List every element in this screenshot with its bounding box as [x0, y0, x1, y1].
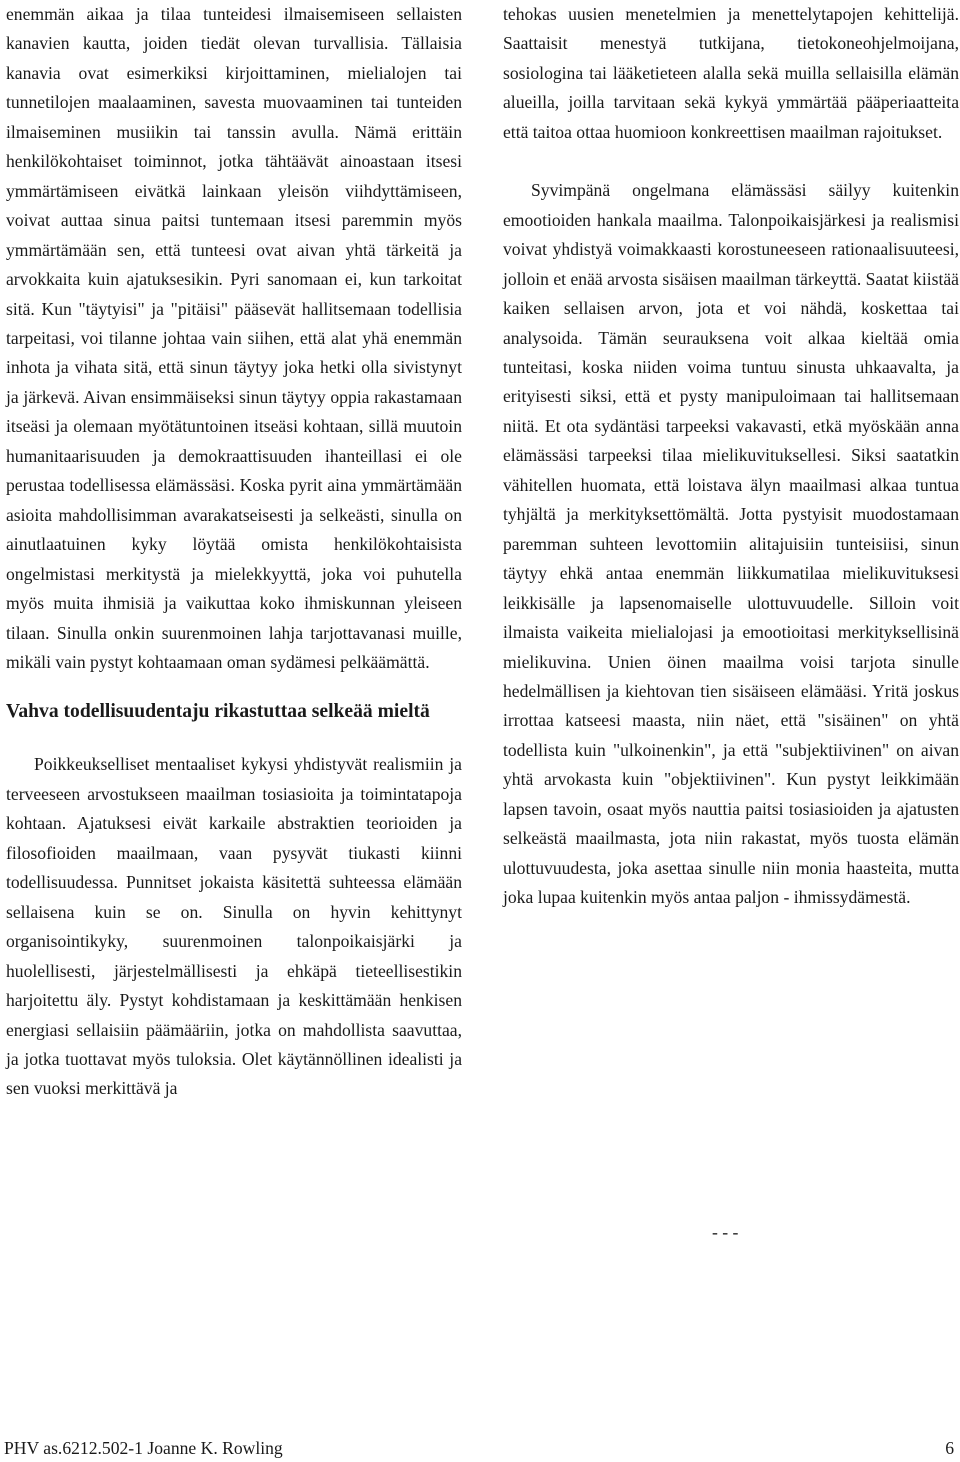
footer-document-info: PHV as.6212.502-1 Joanne K. Rowling — [4, 1438, 283, 1458]
left-paragraph-2: Poikkeukselliset mentaaliset kykysi yhdistyvät realismiin ja terveeseen arvostukseen maailman tosiasioita ja toimintatapoja kohtaan. Ajatuksesi eivät karkaile abstraktien teorioiden ja filosofioiden maailmaan, vaan pysyvät tiukasti kiinni todellisuudessa. Punnitset jokaista käsitettä suhteessa elämään sellaisena kuin se on. Sinulla on hyvin kehittynyt organisointikyky, suurenmoinen talonpoikaisjärki ja huolellisesti, järjestelmällisesti ja ehkäpä tieteellisestikin harjoitettu äly. Pystyt kohdistamaan ja keskittämään henkisen energiasi sellaisiin päämääriin, jotka on mahdollista saavuttaa, ja jotka tuottavat myös tuloksia. Olet käytännöllinen idealisti ja sen vuoksi merkittävä ja — [6, 754, 462, 1099]
section-separator: - - - — [712, 1222, 739, 1242]
page-footer — [4, 1436, 956, 1460]
right-paragraph-2: Syvimpänä ongelmana elämässäsi säilyy kuitenkin emootioiden hankala maailma. Talonpoikaisjärkesi ja realismisi voivat yhdistyä voimakkaasti korostuneeseen rationaalisuuteesi, jolloin et enää arvosta sisäisen maailman tärkeyttä. Saatat kiistää kaiken sellaisen arvon, jota et voi nähdä, koskettaa tai analysoida. Tämän seurauksena voit alkaa kieltää omia tunteitasi, koska niiden voima tuntuu sinusta uhkaavalta, ja erityisesti siksi, että et pysty manipuloimaan tai hallitsemaan niitä. Et ota sydäntäsi tarpeeksi vakavasti, etkä myöskään anna elämässäsi tarpeeksi tilaa mielikuvituksellesi. Siksi saatatkin vähitellen huomata, että loistava älyn maailmasi alkaa tuntua tyhjältä ja merkityksettömältä. Jotta pystyisit muodostamaan paremman suhteen levottomiin alitajuisiin tunteisiisi, sinun täytyy ehkä antaa enemmän liikkumatilaa mielikuvituksesi leikkisälle ja lapsenomaiselle ulottuvuudelle. Silloin voit ilmaista vaikeita mielialojasi ja emootioitasi merkityksellisinä mielikuvina. Unien öinen maailma voisi tarjota sinulle hedelmällisen ja kiehtovan tien sisäiseen elämääsi. Yritä joskus irrottaa katseesi maasta, niin näet, että "sisäinen" on yhtä todellista kuin "ulkoinenkin", ja että "subjektiivinen" on aivan yhtä arvokasta kuin "objektiivinen". Kun pystyt leikkimään lapsen tavoin, osaat myös nauttia paitsi tosiasioiden ja ajatusten selkeästä maailmasta, jota niin rakastat, myös tuosta elämän ulottuvuudesta, joka asettaa sinulle niin monia haasteita, mutta joka lupaa kuitenkin myös antaa paljon - ihmissydämestä. — [503, 180, 959, 908]
page-number: 6 — [945, 1438, 954, 1458]
section-heading: Vahva todellisuudentaju rikastuttaa selkeää mieltä — [6, 701, 430, 723]
left-column — [6, 0, 462, 1104]
left-paragraph-1: enemmän aikaa ja tilaa tunteidesi ilmaisemiseen sellaisten kanavien kautta, joiden tiedät olevan turvallisia. Tällaisia kanavia ovat esimerkiksi kirjoittaminen, mielialojen tai tunnetilojen maalaaminen, savesta muovaaminen tai tunteiden ilmaiseminen musiikin tai tanssin avulla. Nämä erittäin henkilökohtaiset toiminnot, jotka tähtäävät ainoastaan itsesi ymmärtämiseen eivätkä lainkaan yleisön viihdyttämiseen, voivat auttaa sinua paitsi tuntemaan itsesi paremmin myös ymmärtämään sen, että tunteesi ovat aivan yhtä tärkeitä ja arvokkaita kuin ajatuksesikin. Pyri sanomaan ei, kun tarkoitat sitä. Kun "täytyisi" ja "pitäisi" pääsevät hallitsemaan todellisia tarpeitasi, voi tilanne johtaa vain siihen, että alat yhä enemmän inhota ja vihata sitä, että sinun täytyy joka hetki olla sivistynyt ja järkevä. Aivan ensimmäiseksi sinun täytyy oppia rakastamaan itseäsi ja olemaan myötätuntoinen itseäsi kohtaan, sillä muutoin humanitaarisuuden ja demokraattisuuden ihanteillasi ei ole perustaa todellisessa elämässäsi. Koska pyrit aina ymmärtämään asioita mahdollisimman avarakatseisesti ja selkeästi, sinulla on ainutlaatuinen kyky löytää omista henkilökohtaisista ongelmistasi merkitystä ja mielekkyyttä, joka voi puhutella myös muita ihmisiä ja vaikuttaa koko ihmiskunnan yleiseen tilaan. Sinulla onkin suurenmoinen lahja tarjottavanasi muille, mikäli vain pystyt kohtaamaan oman sydämesi pelkäämättä. — [6, 4, 462, 672]
right-paragraph-1: tehokas uusien menetelmien ja menettelytapojen kehittelijä. Saattaisit menestyä tutkijana, tietokoneohjelmoijana, sosiologina tai lääketieteen alalla sekä muilla sellaisilla elämän alueilla, joilla tarvitaan sekä kykyä ymmärtää pääperiaatteita että taitoa ottaa huomioon konkreettisen maailman rajoitukset. — [503, 4, 959, 142]
right-column — [503, 0, 959, 913]
